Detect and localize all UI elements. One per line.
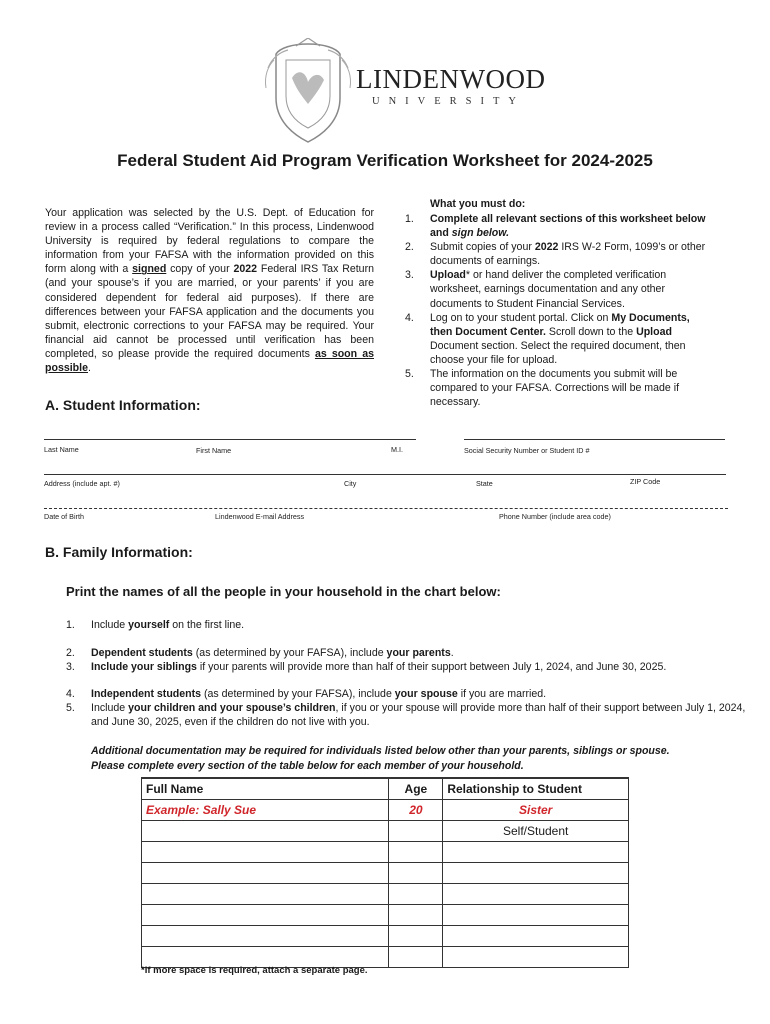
relationship-cell: Self/Student <box>443 821 629 842</box>
name-cell[interactable] <box>142 884 389 905</box>
relationship-cell[interactable] <box>443 863 629 884</box>
name-cell[interactable] <box>142 821 389 842</box>
col-relationship: Relationship to Student <box>443 778 629 800</box>
first-name-label: First Name <box>196 446 232 455</box>
name-cell[interactable] <box>142 926 389 947</box>
relationship-cell[interactable] <box>443 842 629 863</box>
phone-label: Phone Number (include area code) <box>499 512 611 521</box>
table-row <box>142 863 629 884</box>
age-cell[interactable] <box>389 821 443 842</box>
additional-documentation-note: Additional documentation may be required for individuals listed below other than your parents, siblings or spouse. Please complete every section of the table below for each member of your household. <box>91 745 670 772</box>
table-header-row <box>142 778 629 800</box>
must-do-item: 5. The information on the documents you submit will be compared to your FAFSA. Corrections will be made if necessary. <box>405 368 680 409</box>
must-do-item: 1. Complete all relevant sections of this worksheet below and sign below. <box>405 213 706 240</box>
list-item: 3. Include your siblings if your parents will provide more than half of their support between July 1, 2024, and June 30, 2025. <box>66 661 667 673</box>
print-names-heading: Print the names of all the people in your household in the chart below: <box>66 584 501 599</box>
table-row <box>142 926 629 947</box>
section-b-heading: B. Family Information: <box>45 544 193 560</box>
zip-label: ZIP Code <box>630 477 661 486</box>
ssn-label: Social Security Number or Student ID # <box>464 446 590 455</box>
age-cell[interactable] <box>389 905 443 926</box>
must-do-list <box>405 212 710 409</box>
ssn-line[interactable] <box>464 439 725 440</box>
email-label: Lindenwood E-mail Address <box>215 512 305 521</box>
university-subtitle: UNIVERSITY <box>372 96 525 107</box>
university-crest-logo <box>262 38 354 146</box>
relationship-cell[interactable] <box>443 884 629 905</box>
section-a-heading: A. Student Information: <box>45 397 201 413</box>
table-row <box>142 884 629 905</box>
table-row <box>142 842 629 863</box>
name-cell[interactable] <box>142 842 389 863</box>
age-cell[interactable] <box>389 947 443 968</box>
table-footnote: *If more space is required, attach a separate page. <box>141 965 368 976</box>
household-table <box>141 777 629 968</box>
table-row <box>142 905 629 926</box>
address-label: Address (include apt. #) <box>44 479 120 488</box>
intro-paragraph: Your application was selected by the U.S. Dept. of Education for review in a process called “Verification.” In this process, Lindenwood University is required by federal regulations to compare the information from your FAFSA with the information provided on this form along with a signed copy of your 2022 Federal IRS Tax Return (and your spouse’s if you are married, or your parents’ if you are considered dependent for federal aid purposes). If there are differences between your FAFSA application and the documents you submit, electronic corrections to your FAFSA may be required. Your financial aid cannot be processed until verification has been completed, so please provide the required documents as soon as possible. <box>45 207 374 375</box>
last-first-mi-line[interactable] <box>44 439 416 440</box>
example-name: Example: Sally Sue <box>142 800 389 821</box>
must-do-item: 4. Log on to your student portal. Click on My Documents, then Document Center. Scroll down to the Upload Document section. Select the required document, then choose your file for upload. <box>405 311 690 366</box>
name-cell[interactable] <box>142 905 389 926</box>
address-line[interactable] <box>44 474 726 475</box>
list-item: 4. Independent students (as determined by your FAFSA), include your spouse if you are married. <box>66 688 547 700</box>
dob-label: Date of Birth <box>44 512 84 521</box>
relationship-cell[interactable] <box>443 926 629 947</box>
document-title: Federal Student Aid Program Verification Worksheet for 2024-2025 <box>117 151 653 170</box>
state-label: State <box>476 479 493 488</box>
table-row-example <box>142 800 629 821</box>
list-item: 2. Dependent students (as determined by your FAFSA), include your parents. <box>66 647 454 659</box>
last-name-label: Last Name <box>44 445 79 454</box>
example-relationship: Sister <box>443 800 629 821</box>
age-cell[interactable] <box>389 863 443 884</box>
age-cell[interactable] <box>389 842 443 863</box>
mi-label: M.I. <box>391 445 403 454</box>
must-do-item: 2. Submit copies of your 2022 IRS W-2 Form, 1099’s or other documents of earnings. <box>405 241 706 268</box>
col-full-name: Full Name <box>142 778 389 800</box>
household-instructions-2 <box>66 646 746 674</box>
col-age: Age <box>389 778 443 800</box>
name-cell[interactable] <box>142 863 389 884</box>
city-label: City <box>344 479 357 488</box>
household-instructions-3 <box>66 687 746 729</box>
age-cell[interactable] <box>389 884 443 905</box>
table-row <box>142 821 629 842</box>
relationship-cell[interactable] <box>443 905 629 926</box>
example-age: 20 <box>389 800 443 821</box>
relationship-cell[interactable] <box>443 947 629 968</box>
university-name: LINDENWOOD <box>356 64 546 94</box>
list-item: 1. Include yourself on the first line. <box>66 619 245 631</box>
must-do-item: 3. Upload* or hand deliver the completed verification worksheet, earnings documentation and any other documents to Student Financial Services. <box>405 269 667 310</box>
age-cell[interactable] <box>389 926 443 947</box>
household-instructions-1 <box>66 618 746 632</box>
must-do-heading: What you must do: <box>430 198 526 210</box>
dob-email-phone-line[interactable] <box>44 508 728 509</box>
list-item: 5. Include your children and your spouse’s children, if you or your spouse will provide more than half of their support between July 1, 2024, and June 30, 2025, even if the children do not live with you. <box>66 702 746 728</box>
